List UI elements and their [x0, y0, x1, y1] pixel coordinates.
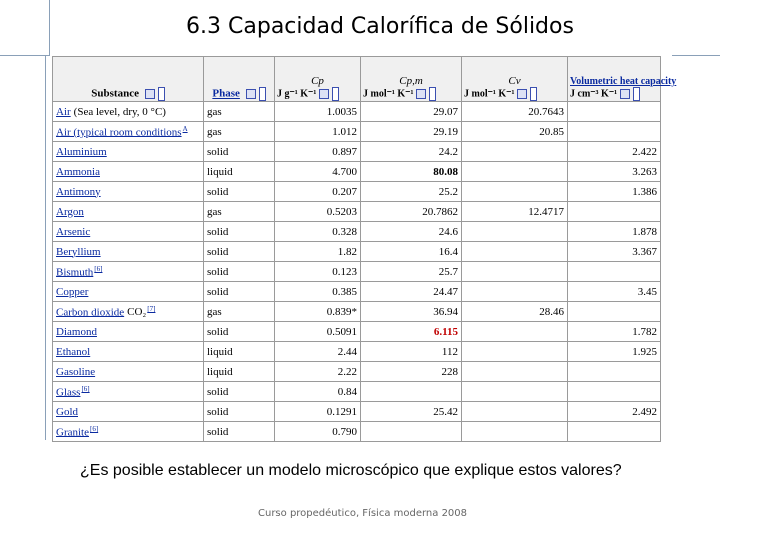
volumetric-cell	[568, 382, 660, 401]
substance-cell	[53, 322, 203, 341]
cpm-cell: 29.07	[361, 102, 461, 121]
volumetric-cell: 2.492	[568, 402, 660, 421]
volumetric-cell	[568, 302, 660, 321]
cpm-cell: 25.2	[361, 182, 461, 201]
cp-cell: 0.897	[275, 142, 360, 161]
table-row	[53, 322, 660, 341]
substance-link[interactable]: Glass	[56, 386, 81, 399]
header-cv-units: J mol⁻¹ K⁻¹	[464, 88, 515, 100]
volumetric-cell	[568, 362, 660, 381]
phase-cell: gas	[204, 302, 274, 321]
cv-cell	[462, 402, 567, 421]
volumetric-cell: 3.45	[568, 282, 660, 301]
cv-cell: 20.85	[462, 122, 567, 141]
substance-link[interactable]: Ammonia	[56, 165, 100, 178]
substance-note: (Sea level, dry, 0 °C)	[73, 105, 166, 118]
table-row	[53, 302, 660, 321]
header-cpm	[361, 57, 461, 101]
table-row	[53, 202, 660, 221]
substance-cell	[53, 382, 203, 401]
cpm-cell: 24.6	[361, 222, 461, 241]
sort-icon[interactable]	[620, 89, 630, 99]
table-row	[53, 362, 660, 381]
cpm-cell: 25.7	[361, 262, 461, 281]
header-cp-symbol: Cp	[311, 75, 324, 87]
substance-cell	[53, 422, 203, 441]
frame-line-left-lower	[45, 56, 46, 440]
substance-cell	[53, 262, 203, 281]
substance-note: CO₂	[127, 306, 147, 319]
cpm-cell: 20.7862	[361, 202, 461, 221]
cpm-cell	[361, 382, 461, 401]
cp-cell: 1.82	[275, 242, 360, 261]
heat-capacity-table	[52, 56, 677, 442]
substance-cell	[53, 362, 203, 381]
phase-cell: solid	[204, 242, 274, 261]
cpm-cell: 24.47	[361, 282, 461, 301]
document-icon[interactable]	[530, 87, 537, 101]
volumetric-cell: 3.263	[568, 162, 660, 181]
substance-link[interactable]: Argon	[56, 205, 84, 218]
header-cp	[275, 57, 360, 101]
header-cv	[462, 57, 567, 101]
table-row	[53, 242, 660, 261]
table-row	[53, 162, 660, 181]
cpm-cell: 6.115	[361, 322, 461, 341]
phase-cell: solid	[204, 222, 274, 241]
volumetric-cell: 1.386	[568, 182, 660, 201]
phase-cell: solid	[204, 262, 274, 281]
sort-icon[interactable]	[246, 89, 256, 99]
cp-cell: 4.700	[275, 162, 360, 181]
phase-cell: solid	[204, 182, 274, 201]
substance-link[interactable]: Air (typical room conditions	[56, 126, 182, 139]
cpm-cell: 24.2	[361, 142, 461, 161]
header-phase-label[interactable]: Phase	[212, 87, 240, 100]
volumetric-cell: 1.782	[568, 322, 660, 341]
volumetric-cell: 1.878	[568, 222, 660, 241]
substance-link[interactable]: Gold	[56, 405, 78, 418]
header-volumetric-label[interactable]: Volumetric heat capacity	[570, 76, 677, 87]
volumetric-cell	[568, 262, 660, 281]
phase-cell: solid	[204, 142, 274, 161]
cp-cell: 0.328	[275, 222, 360, 241]
substance-link[interactable]: Antimony	[56, 185, 101, 198]
volumetric-cell	[568, 122, 660, 141]
cv-cell	[462, 382, 567, 401]
cv-cell	[462, 182, 567, 201]
cp-cell: 1.012	[275, 122, 360, 141]
table-row	[53, 382, 660, 401]
cpm-cell: 16.4	[361, 242, 461, 261]
header-cpm-symbol: Cp,m	[399, 75, 423, 87]
document-icon[interactable]	[429, 87, 436, 101]
cv-cell	[462, 262, 567, 281]
cp-cell: 0.5091	[275, 322, 360, 341]
cp-cell: 0.207	[275, 182, 360, 201]
substance-link[interactable]: Air	[56, 105, 71, 118]
header-cpm-units: J mol⁻¹ K⁻¹	[363, 88, 414, 100]
cv-cell	[462, 342, 567, 361]
cv-cell	[462, 362, 567, 381]
cv-cell: 12.4717	[462, 202, 567, 221]
substance-link[interactable]: Beryllium	[56, 245, 101, 258]
table-row	[53, 262, 660, 281]
table-row	[53, 122, 660, 141]
cp-cell: 1.0035	[275, 102, 360, 121]
substance-cell	[53, 282, 203, 301]
cv-cell	[462, 282, 567, 301]
cv-cell	[462, 322, 567, 341]
cp-cell: 0.790	[275, 422, 360, 441]
table-row	[53, 102, 660, 121]
cv-cell	[462, 162, 567, 181]
reference-link[interactable]: A	[182, 124, 188, 133]
document-icon[interactable]	[332, 87, 339, 101]
document-icon[interactable]	[633, 87, 640, 101]
phase-cell: solid	[204, 282, 274, 301]
frame-line-right	[672, 55, 720, 56]
cpm-cell: 228	[361, 362, 461, 381]
volumetric-cell	[568, 102, 660, 121]
table-row	[53, 342, 660, 361]
phase-cell: gas	[204, 202, 274, 221]
heat-capacity-table-container	[52, 56, 677, 439]
volumetric-cell	[568, 422, 660, 441]
table-row	[53, 402, 660, 421]
question-text: ¿Es posible establecer un modelo microscópico que explique estos valores?	[80, 462, 622, 479]
cpm-cell: 25.42	[361, 402, 461, 421]
substance-link[interactable]: Arsenic	[56, 225, 91, 238]
header-cp-units: J g⁻¹ K⁻¹	[277, 88, 317, 100]
substance-link[interactable]: Diamond	[56, 325, 97, 338]
substance-link[interactable]: Ethanol	[56, 345, 91, 358]
substance-cell	[53, 122, 203, 141]
substance-link[interactable]: Copper	[56, 285, 89, 298]
cpm-cell: 29.19	[361, 122, 461, 141]
phase-cell: solid	[204, 402, 274, 421]
substance-link[interactable]: Bismuth	[56, 266, 94, 279]
cpm-cell: 80.08	[361, 162, 461, 181]
document-icon[interactable]	[158, 87, 165, 101]
footer-text: Curso propedéutico, Física moderna 2008	[258, 508, 468, 519]
table-row	[53, 422, 660, 441]
table-body	[53, 102, 660, 441]
cp-cell: 0.385	[275, 282, 360, 301]
header-volumetric	[568, 57, 677, 101]
phase-cell: solid	[204, 322, 274, 341]
volumetric-cell	[568, 202, 660, 221]
substance-cell	[53, 342, 203, 361]
cv-cell	[462, 242, 567, 261]
sort-icon[interactable]	[145, 89, 155, 99]
cpm-cell	[361, 422, 461, 441]
table-row	[53, 222, 660, 241]
phase-cell: liquid	[204, 162, 274, 181]
cp-cell: 0.1291	[275, 402, 360, 421]
cp-cell: 0.84	[275, 382, 360, 401]
substance-link[interactable]: Aluminium	[56, 145, 107, 158]
cp-cell: 0.839*	[275, 302, 360, 321]
slide-title: 6.3 Capacidad Calorífica de Sólidos	[186, 14, 574, 39]
phase-cell: liquid	[204, 362, 274, 381]
cp-cell: 0.5203	[275, 202, 360, 221]
substance-cell	[53, 102, 203, 121]
table-row	[53, 182, 660, 201]
reference-link[interactable]: [6]	[94, 264, 103, 273]
table-row	[53, 142, 660, 161]
cp-cell: 0.123	[275, 262, 360, 281]
document-icon[interactable]	[259, 87, 266, 101]
volumetric-cell: 1.925	[568, 342, 660, 361]
sort-icon[interactable]	[416, 89, 426, 99]
cv-cell: 28.46	[462, 302, 567, 321]
reference-link[interactable]: [6]	[81, 384, 90, 393]
substance-cell	[53, 162, 203, 181]
substance-link[interactable]: Granite	[56, 426, 89, 439]
cv-cell: 20.7643	[462, 102, 567, 121]
table-row	[53, 282, 660, 301]
substance-cell	[53, 302, 203, 321]
substance-link[interactable]: Gasoline	[56, 365, 96, 378]
phase-cell: liquid	[204, 342, 274, 361]
substance-cell	[53, 202, 203, 221]
volumetric-cell: 3.367	[568, 242, 660, 261]
substance-cell	[53, 182, 203, 201]
substance-cell	[53, 402, 203, 421]
cv-cell	[462, 222, 567, 241]
cpm-cell: 36.94	[361, 302, 461, 321]
volumetric-cell: 2.422	[568, 142, 660, 161]
phase-cell: gas	[204, 122, 274, 141]
reference-link[interactable]: [6]	[89, 424, 99, 433]
header-volumetric-units: J cm⁻³ K⁻¹	[570, 88, 618, 100]
cv-cell	[462, 142, 567, 161]
substance-cell	[53, 242, 203, 261]
substance-cell	[53, 142, 203, 161]
sort-icon[interactable]	[517, 89, 527, 99]
cpm-cell: 112	[361, 342, 461, 361]
header-cv-symbol: Cv	[508, 75, 521, 87]
cv-cell	[462, 422, 567, 441]
phase-cell: solid	[204, 382, 274, 401]
header-substance[interactable]	[53, 57, 203, 101]
table-header-row	[53, 57, 660, 101]
header-phase[interactable]	[204, 57, 274, 101]
substance-link[interactable]: Carbon dioxide	[56, 306, 125, 319]
phase-cell: solid	[204, 422, 274, 441]
substance-cell	[53, 222, 203, 241]
cp-cell: 2.22	[275, 362, 360, 381]
phase-cell: gas	[204, 102, 274, 121]
cp-cell: 2.44	[275, 342, 360, 361]
frame-line-top	[0, 55, 50, 56]
header-substance-label: Substance	[91, 87, 139, 100]
sort-icon[interactable]	[319, 89, 329, 99]
reference-link[interactable]: [7]	[147, 304, 156, 313]
